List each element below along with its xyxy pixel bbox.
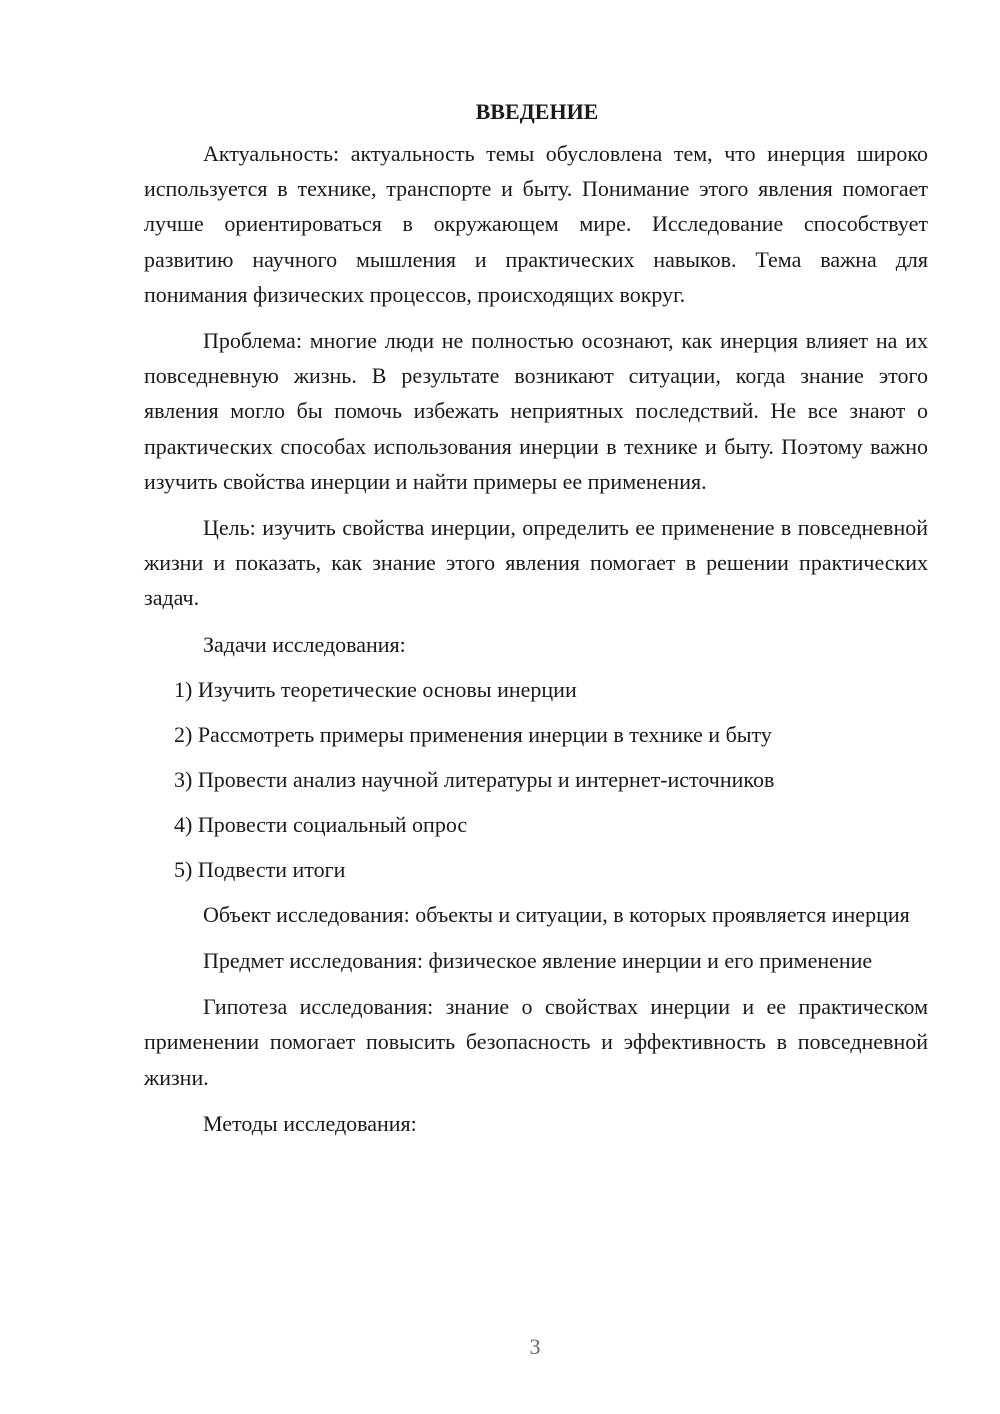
tasks-list <box>144 672 928 887</box>
hypothesis-paragraph: Гипотеза исследования: знание о свойствах инерции и ее практическом применении помогает повысить безопасность и эффективность в повседневной жизни. <box>144 994 928 1090</box>
methods-heading: Методы исследования: <box>203 1110 417 1136</box>
list-item: 5) Подвести итоги <box>174 856 346 882</box>
list-item: 1) Изучить теоретические основы инерции <box>174 676 577 702</box>
page-number: 3 <box>529 1334 541 1359</box>
section-title: ВВЕДЕНИЕ <box>475 99 599 124</box>
list-item: 4) Провести социальный опрос <box>174 811 468 837</box>
list-item: 2) Рассмотреть примеры применения инерции в технике и быту <box>174 721 772 747</box>
subject-paragraph: Предмет исследования: физическое явление инерции и его применение <box>203 948 873 974</box>
relevance-paragraph: Актуальность: актуальность темы обусловлена тем, что инерция широко используется в технике, транспорте и быту. Понимание этого явления помогает лучше ориентироваться в окружающем мире. Исследование способствует развитию научного мышления и практических навыков. Тема важна для понимания физических процессов, происходящих вокруг. <box>144 141 928 307</box>
problem-paragraph: Проблема: многие люди не полностью осознают, как инерция влияет на их повседневную жизнь. В результате возникают ситуации, когда знание этого явления могло бы помочь избежать неприятных последствий. Не все знают о практических способах использования инерции в технике и быту. Поэтому важно изучить свойства инерции и найти примеры ее применения. <box>144 328 928 494</box>
object-paragraph: Объект исследования: объекты и ситуации, в которых проявляется инерция <box>203 901 910 927</box>
goal-paragraph: Цель: изучить свойства инерции, определить ее применение в повседневной жизни и показать, как знание этого явления помогает в решении практических задач. <box>144 515 928 611</box>
tasks-heading: Задачи исследования: <box>203 631 406 657</box>
document-body <box>144 94 928 1151</box>
list-item: 3) Провести анализ научной литературы и интернет-источников <box>174 766 775 792</box>
